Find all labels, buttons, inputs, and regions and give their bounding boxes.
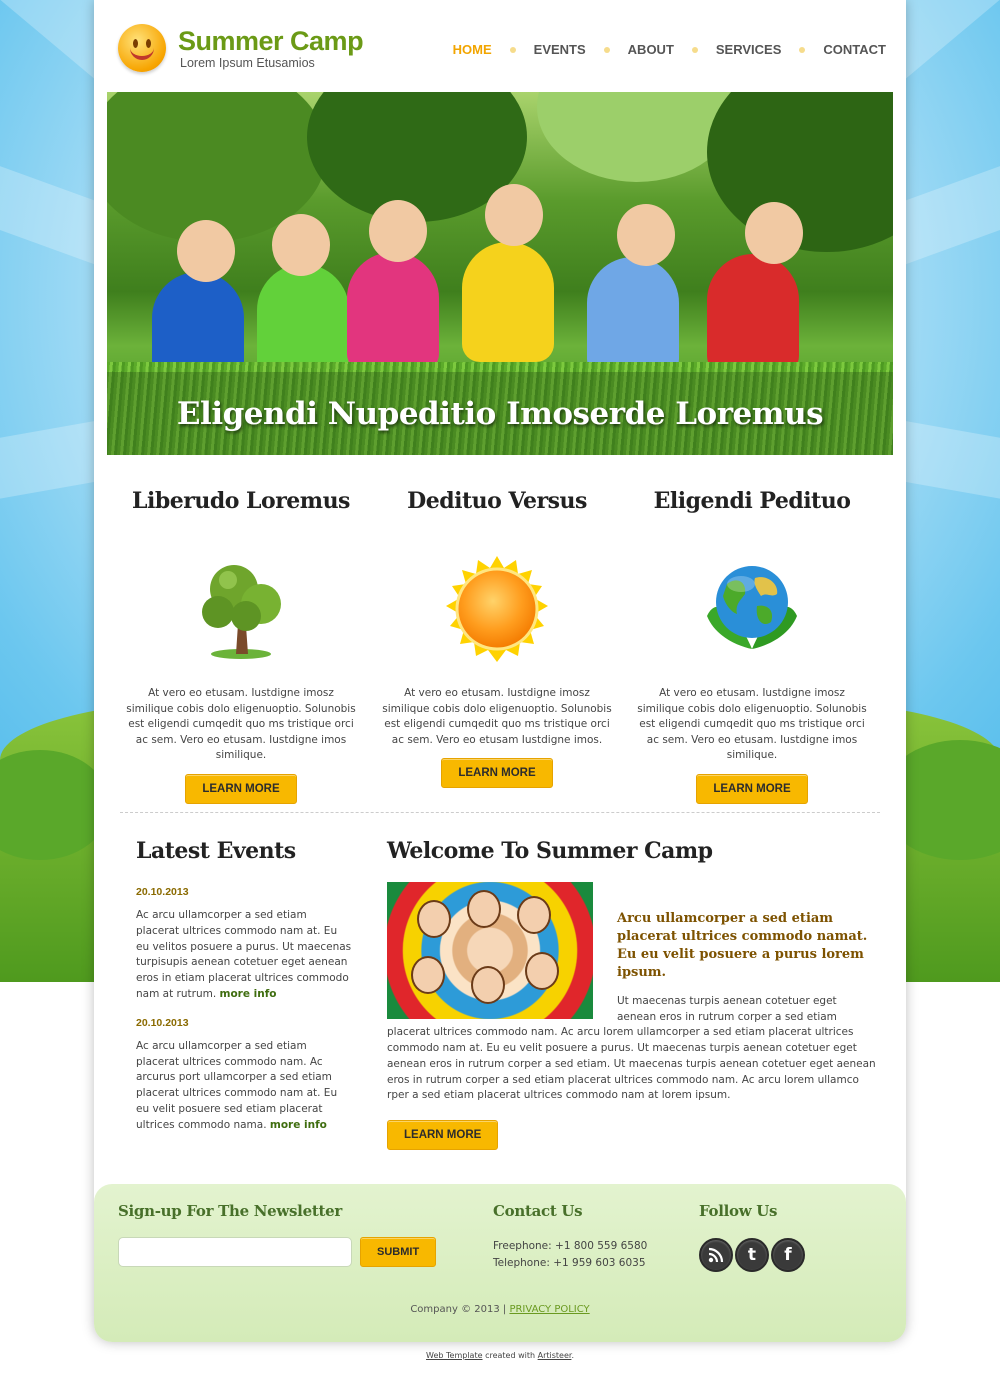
web-template-link[interactable]: Web Template xyxy=(426,1351,483,1360)
submit-button[interactable]: SUBMIT xyxy=(360,1237,436,1267)
feature-1 xyxy=(121,488,361,804)
globe-icon xyxy=(697,554,807,664)
more-info-link[interactable]: more info xyxy=(219,987,277,1000)
event-date: 20.10.2013 xyxy=(136,1016,189,1029)
welcome-body: Ut maecenas turpis aenean cotetuer eget aenean eros in rutrum corper a sed etiam placerat ultrices commodo nam. Ac arcu lorem ullamcorper a sed etiam placerat ultrices commodo nam at. Eu eu velit posuere a purus. Ut maecenas turpis aenean cotetuer eget aenean eros in rutrum corper a sed etiam. Ut maecenas turpis aenean cotetuer eget aenean eros in rutrum corper a sed etiam placerat ultrices commodo nam. Ac arcu lorem ullamco rper a sed etiam placerat ultrices commodo nam at lorem ipsum. xyxy=(387,995,876,1102)
nav-separator xyxy=(692,47,698,53)
event-body: Ac arcu ullamcorper a sed etiam placerat ultrices commodo nam. Ac arcurus port ullamcorper a sed etiam placerat ultrices commodo nam at. Eu eu velit posuere sed etiam placerat ultrices commodo nama. xyxy=(136,1039,338,1131)
newsletter-email-input[interactable] xyxy=(118,1237,352,1267)
feature-title: Dedituo Versus xyxy=(407,488,587,514)
learn-more-button[interactable]: LEARN MORE xyxy=(441,758,552,788)
feature-title: Liberudo Loremus xyxy=(132,488,350,514)
kids-circle-photo xyxy=(387,882,593,1019)
sun-icon xyxy=(442,554,552,664)
feature-2 xyxy=(377,488,617,788)
welcome-lead: Arcu ullamcorper a sed etiam placerat ultrices commodo namat. Eu eu velit posuere a purus lorem ipsum. xyxy=(617,911,868,980)
page-container xyxy=(94,0,906,1342)
feature-text: At vero eo etusam. Iustdigne imosz similique cobis dolo eligenuoptio. Solunobis est eligendi cumqedit quo ms tristique orci ac sem. Vero eo etusam. Iustdigne imos similique. xyxy=(637,687,867,761)
hero-caption xyxy=(107,372,893,455)
logo[interactable] xyxy=(118,24,363,72)
newsletter-title: Sign-up For The Newsletter xyxy=(118,1202,342,1220)
latest-events xyxy=(136,838,352,1134)
event-text xyxy=(136,908,352,1003)
feature-3 xyxy=(632,488,872,804)
more-info-link[interactable]: more info xyxy=(269,1118,327,1131)
nav-separator xyxy=(510,47,516,53)
footer xyxy=(94,1184,906,1342)
newsletter xyxy=(118,1202,436,1267)
rss-icon[interactable] xyxy=(699,1238,733,1272)
logo-subtitle: Lorem Ipsum Etusamios xyxy=(180,56,315,70)
credit-line xyxy=(0,1351,1000,1360)
twitter-icon[interactable]: t xyxy=(735,1238,769,1272)
credit-end: . xyxy=(571,1351,574,1360)
feature-text: At vero eo etusam. Iustdigne imosz similique cobis dolo eligenuoptio. Solunobis est eligendi cumqedit quo ms tristique orci ac sem. Vero eo etusam Iustdigne imos. xyxy=(382,687,612,746)
logo-title: Summer Camp xyxy=(178,26,364,56)
telephone-text: Telephone: +1 959 603 6035 xyxy=(493,1257,646,1269)
nav-events[interactable]: EVENTS xyxy=(533,42,586,57)
main-nav xyxy=(453,42,886,57)
privacy-policy-link[interactable]: PRIVACY POLICY xyxy=(509,1304,590,1315)
facebook-icon[interactable]: f xyxy=(771,1238,805,1272)
nav-contact[interactable]: CONTACT xyxy=(823,42,886,57)
copyright xyxy=(94,1304,906,1315)
credit-text: created with xyxy=(485,1351,536,1360)
contact-title: Contact Us xyxy=(493,1202,583,1220)
nav-separator xyxy=(604,47,610,53)
learn-more-button[interactable]: LEARN MORE xyxy=(387,1120,498,1150)
nav-home[interactable]: HOME xyxy=(452,42,492,57)
nav-services[interactable]: SERVICES xyxy=(715,42,782,57)
follow-title: Follow Us xyxy=(699,1202,778,1220)
event-date: 20.10.2013 xyxy=(136,886,189,898)
follow-us xyxy=(699,1202,807,1272)
freephone-text: Freephone: +1 800 559 6580 xyxy=(493,1240,648,1252)
hero-banner xyxy=(107,92,893,455)
section-divider xyxy=(120,812,880,813)
event-body: Ac arcu ullamcorper a sed etiam placerat ultrices commodo nam at. Eu eu velitos posuere a purus. Ut maecenas turpisupis aenean cotetuer eget aenean eros in etiam placerat ultrices commodo nam at rutrum. xyxy=(136,909,352,1000)
learn-more-button[interactable]: LEARN MORE xyxy=(696,774,807,804)
welcome-section xyxy=(387,838,877,1150)
feature-title: Eligendi Pedituo xyxy=(653,488,851,514)
events-title: Latest Events xyxy=(136,838,296,864)
learn-more-button[interactable]: LEARN MORE xyxy=(185,774,296,804)
event-text xyxy=(136,1039,352,1134)
welcome-title: Welcome To Summer Camp xyxy=(387,838,713,864)
nav-separator xyxy=(799,47,805,53)
hero-caption-text: Eligendi Nupeditio Imoserde Loremus xyxy=(176,395,824,432)
smiley-logo-icon xyxy=(118,24,166,72)
copyright-text: Company © 2013 | xyxy=(410,1304,507,1315)
contact-us xyxy=(493,1202,647,1272)
nav-about[interactable]: ABOUT xyxy=(627,42,674,57)
tree-icon xyxy=(186,554,296,664)
feature-text: At vero eo etusam. Iustdigne imosz similique cobis dolo eligenuoptio. Solunobis est eligendi cumqedit quo ms tristique orci ac sem. Vero eo etusam. Iustdigne imos similique. xyxy=(126,687,356,761)
artisteer-link[interactable]: Artisteer xyxy=(537,1351,572,1360)
